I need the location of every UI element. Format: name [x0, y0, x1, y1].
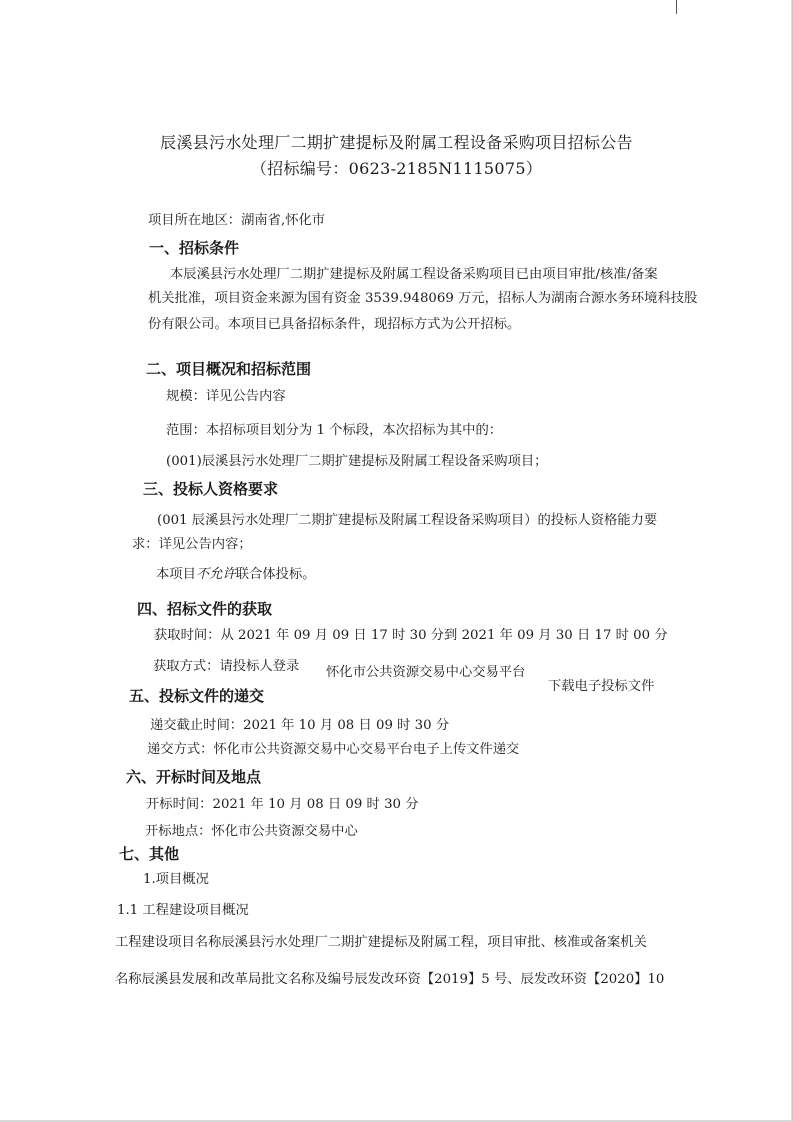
s1-paragraph-line-1: 本辰溪县污水处理厂二期扩建提标及附属工程设备采购项目已由项目审批/核准/备案 [170, 267, 658, 282]
s7-subheading-1: 1.项目概况 [143, 872, 209, 887]
s6-opening-place: 开标地点：怀化市公共资源交易中心 [145, 824, 358, 839]
s4-download-note: 下载电子投标文件 [548, 679, 655, 694]
scan-mark [676, 0, 677, 14]
consortium-post: 联合体投标。 [235, 567, 316, 582]
s2-lot: (001)辰溪县污水处理厂二期扩建提标及附属工程设备采购项目； [166, 454, 548, 469]
section-heading-5: 五、投标文件的递交 [129, 687, 265, 705]
s3-requirement-line-2: 求：详见公告内容； [132, 537, 252, 552]
section-heading-1: 一、招标条件 [149, 239, 240, 257]
s6-opening-time: 开标时间：2021 年 10 月 08 日 09 时 30 分 [146, 797, 419, 812]
s2-scale: 规模：详见公告内容 [166, 389, 286, 404]
s5-method: 递交方式：怀化市公共资源交易中心交易平台电子上传文件递交 [147, 742, 520, 757]
s2-scope: 范围：本招标项目划分为 1 个标段，本次招标为其中的： [166, 423, 503, 438]
section-heading-2: 二、项目概况和招标范围 [146, 360, 312, 378]
section-heading-6: 六、开标时间及地点 [126, 768, 262, 786]
s3-consortium [156, 566, 316, 584]
project-location [148, 212, 325, 230]
tender-code: （招标编号：0623-2185N1115075） [250, 159, 543, 178]
location-label: 项目所在地区： [148, 213, 242, 228]
s7-overview-line-2: 名称辰溪县发展和改革局批文名称及编号辰发改环资【2019】5 号、辰发改环资【2020】10 [115, 972, 665, 987]
section-heading-4: 四、招标文件的获取 [137, 600, 273, 618]
s4-acquisition-time: 获取时间：从 2021 年 09 月 09 日 17 时 30 分到 2021 年 09 月 30 日 17 时 00 分 [154, 628, 668, 643]
document-title: 辰溪县污水处理厂二期扩建提标及附属工程设备采购项目招标公告 [160, 133, 633, 152]
s4-platform-name: 怀化市公共资源交易中心交易平台 [326, 665, 526, 680]
s7-overview-line-1: 工程建设项目名称辰溪县污水处理厂二期扩建提标及附属工程，项目审批、核准或备案机关 [115, 935, 647, 950]
consortium-pre: 本项目 [156, 567, 196, 582]
s5-deadline: 递交截止时间：2021 年 10 月 08 日 09 时 30 分 [150, 718, 450, 733]
section-heading-3: 三、投标人资格要求 [143, 480, 279, 498]
s3-requirement-line-1: (001 辰溪县污水处理厂二期扩建提标及附属工程设备采购项目）的投标人资格能力要 [157, 513, 658, 528]
s1-paragraph-line-2: 机关批准，项目资金来源为国有资金 3539.948069 万元，招标人为湖南合源水务环境科技股 [148, 291, 698, 306]
location-value: 湖南省,怀化市 [241, 213, 326, 228]
consortium-not-allowed: 不允许 [195, 567, 236, 582]
s1-paragraph-line-3: 份有限公司。本项目已具备招标条件，现招标方式为公开招标。 [148, 317, 521, 332]
s4-method-prefix: 获取方式：请投标人登录 [153, 659, 300, 674]
section-heading-7: 七、其他 [119, 845, 180, 863]
s7-subheading-1-1: 1.1 工程建设项目概况 [117, 903, 249, 918]
